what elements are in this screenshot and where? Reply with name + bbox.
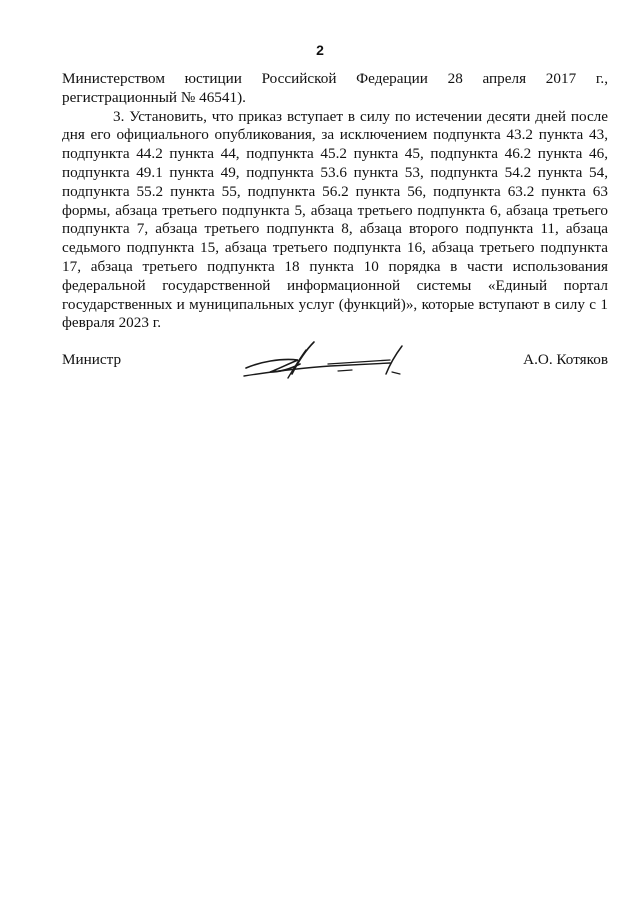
signer-title: Министр — [62, 351, 122, 368]
signature-block — [62, 346, 608, 386]
handwritten-signature — [240, 338, 420, 384]
paragraph-item-3: 3. Установить, что приказ вступает в силу по истечении десяти дней после дня его официального опубликования, за исключением подпункта 43.2 пункта 43, подпункта 44.2 пункта 44, подпункта 45.2 пункта 45, подпункта 46.2 пункта 46, подпункта 49.1 пункта 49, подпункта 53.6 пункта 53, подпункта 54.2 пункта 54, подпункта 55.2 пункта 55, подпункта 56.2 пункта 56, подпункта 63.2 пункта 63 формы, абзаца третьего подпункта 5, абзаца третьего подпункта 6, абзаца третьего подпункта 7, абзаца третьего подпункта 8, абзаца второго подпункта 11, абзаца седьмого подпункта 15, абзаца третьего подпункта 16, абзаца третьего подпункта 17, абзаца третьего подпункта 18 пункта 10 порядка в части использования федеральной государственной информационной системы «Единый портал государственных и муниципальных услуг (функций)», которые вступают в силу с 1 февраля 2023 г. — [62, 107, 608, 332]
page-number: 2 — [316, 42, 324, 58]
document-body — [62, 70, 608, 333]
paragraph-continuation: Министерством юстиции Российской Федерации 28 апреля 2017 г., регистрационный № 46541). — [62, 70, 608, 106]
signer-name: А.О. Котяков — [523, 351, 608, 368]
